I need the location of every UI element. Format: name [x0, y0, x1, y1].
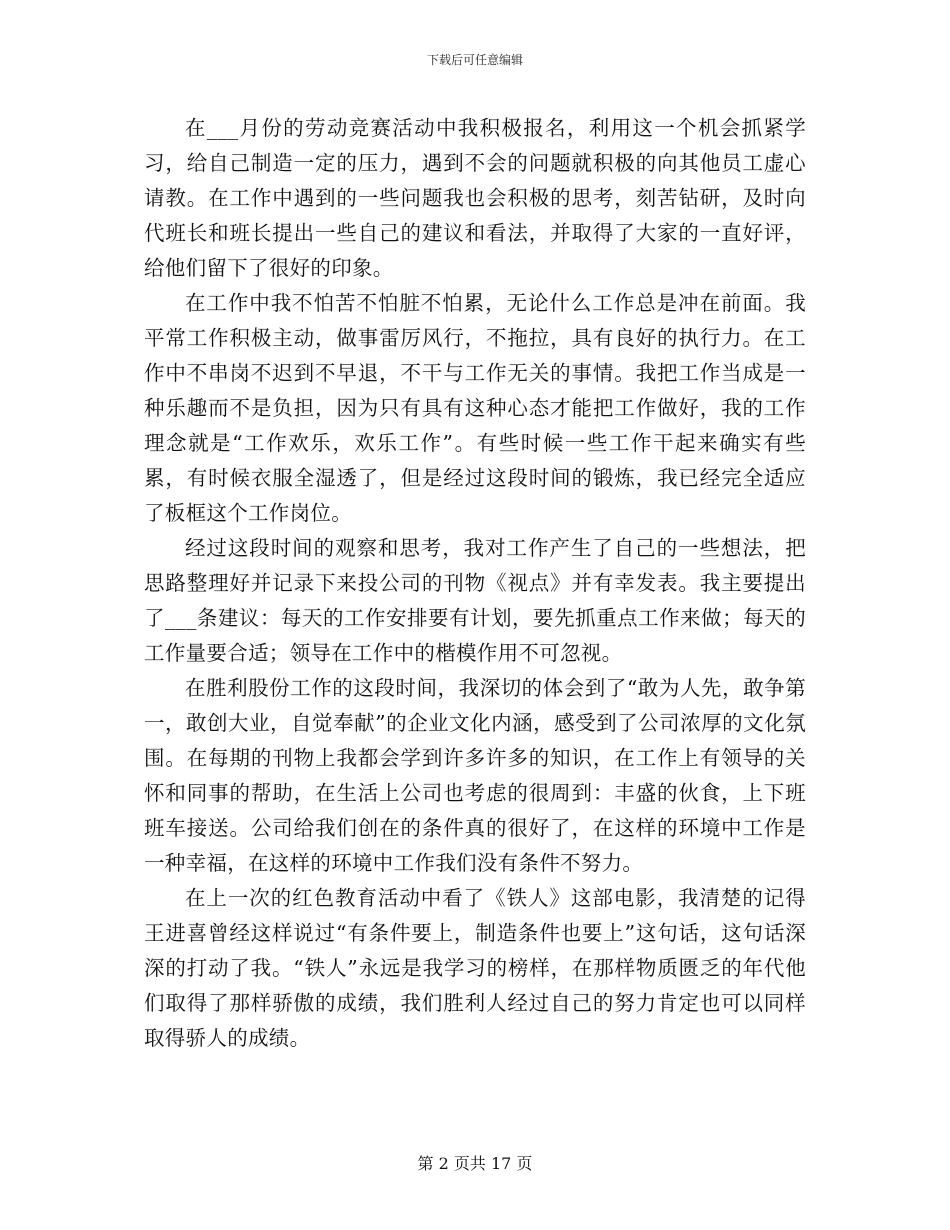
page-number: 第 2 页共 17 页 [417, 1154, 533, 1173]
document-body [144, 111, 806, 1056]
paragraph-5: 在上一次的红色教育活动中看了《铁人》这部电影，我清楚的记得王进喜曾经这样说过“有条件要上，制造条件也要上”这句话，这句话深深的打动了我。“铁人”永远是我学习的榜样，在那样物质匮乏的年代他们取得了那样骄傲的成绩，我们胜利人经过自己的努力肯定也可以同样取得骄人的成绩。 [144, 886, 806, 1050]
paragraph-1: 在___月份的劳动竞赛活动中我积极报名，利用这一个机会抓紧学习，给自己制造一定的压力，遇到不会的问题就积极的向其他员工虚心请教。在工作中遇到的一些问题我也会积极的思考，刻苦钻研，及时向代班长和班长提出一些自己的建议和看法，并取得了大家的一直好评，给他们留下了很好的印象。 [144, 116, 806, 280]
paragraph-2: 在工作中我不怕苦不怕脏不怕累，无论什么工作总是冲在前面。我平常工作积极主动，做事雷厉风行，不拖拉，具有良好的执行力。在工作中不串岗不迟到不早退，不干与工作无关的事情。我把工作当成是一种乐趣而不是负担，因为只有具有这种心态才能把工作做好，我的工作理念就是“工作欢乐，欢乐工作”。有些时候一些工作干起来确实有些累，有时候衣服全湿透了，但是经过这段时间的锻炼，我已经完全适应了板框这个工作岗位。 [144, 291, 806, 525]
paragraph-3: 经过这段时间的观察和思考，我对工作产生了自己的一些想法，把思路整理好并记录下来投公司的刊物《视点》并有幸发表。我主要提出了___条建议：每天的工作安排要有计划，要先抓重点工作来做；每天的工作量要合适；领导在工作中的楷模作用不可忽视。 [144, 536, 806, 665]
page-header-note: 下载后可任意编辑 [426, 53, 523, 67]
paragraph-4: 在胜利股份工作的这段时间，我深切的体会到了“敢为人先，敢争第一，敢创大业，自觉奉献”的企业文化内涵，感受到了公司浓厚的文化氛围。在每期的刊物上我都会学到许多许多的知识，在工作上有领导的关怀和同事的帮助，在生活上公司也考虑的很周到：丰盛的伙食，上下班班车接送。公司给我们创在的条件真的很好了，在这样的环境中工作是一种幸福，在这样的环境中工作我们没有条件不努力。 [144, 676, 806, 875]
